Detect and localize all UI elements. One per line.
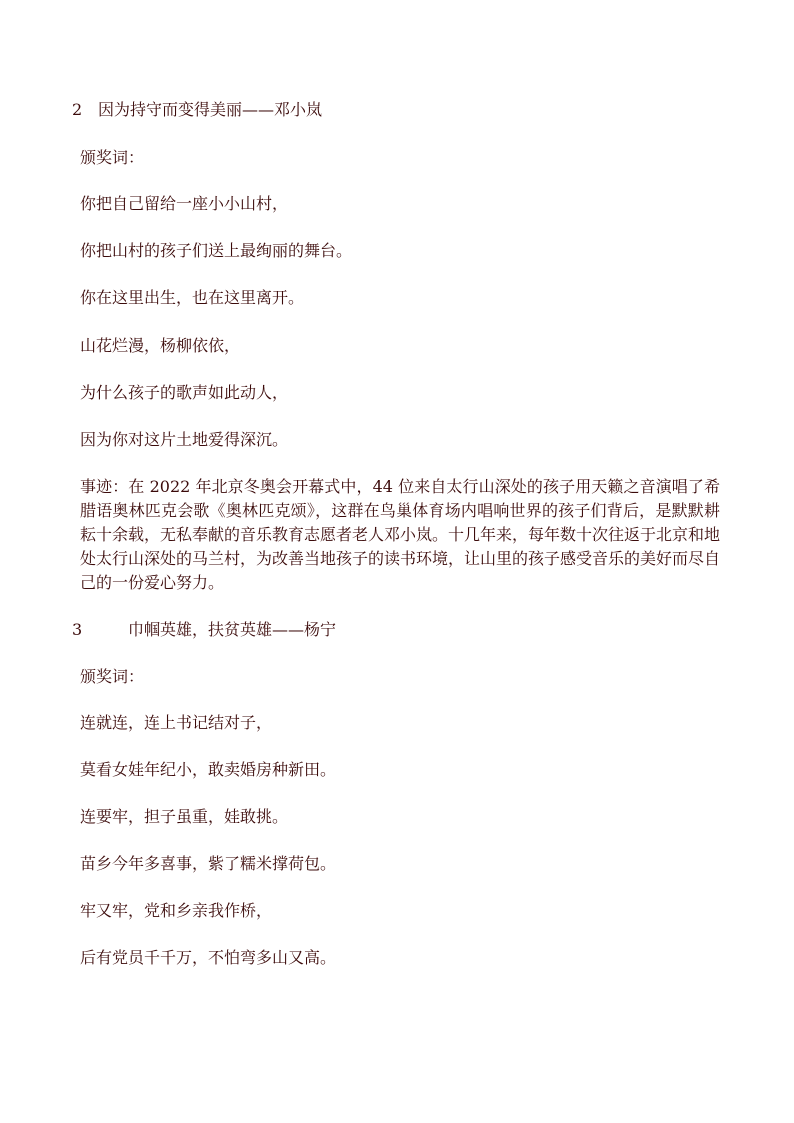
section-2-heading (72, 98, 322, 122)
section-2-line-3: 你在这里出生，也在这里离开。 (80, 288, 305, 307)
section-2-story: 事迹：在 2022 年北京冬奥会开幕式中，44 位来自太行山深处的孩子用天籁之音演唱了希腊语奥林匹克会歌《奥林匹克颂》，这群在鸟巢体育场内唱响世界的孩子们背后，是默默耕耘十余载，无私奉献的音乐教育志愿者老人邓小岚。十几年来，每年数十次往返于北京和地处太行山深处的马兰村，为改善当地孩子的读书环境，让山里的孩子感受音乐的美好而尽自己的一份爱心努力。 (80, 477, 721, 592)
section-2-line-4: 山花烂漫，杨柳依依， (80, 336, 241, 355)
section-2-number: 2 (72, 100, 83, 119)
section-3-heading (72, 618, 336, 642)
section-3-line-5: 牢又牢，党和乡亲我作桥， (80, 901, 273, 920)
section-2-line-1: 你把自己留给一座小小山村， (80, 194, 289, 213)
section-2-line-6: 因为你对这片土地爱得深沉。 (80, 430, 289, 449)
section-3-line-3: 连要牢，担子虽重，娃敢挑。 (80, 807, 289, 826)
section-2-line-2: 你把山村的孩子们送上最绚丽的舞台。 (80, 241, 353, 260)
section-3-line-4: 苗乡今年多喜事，紫了糯米撑荷包。 (80, 854, 337, 873)
section-3-line-1: 连就连，连上书记结对子， (80, 713, 273, 732)
section-3-line-2: 莫看女娃年纪小，敢卖婚房种新田。 (80, 760, 337, 779)
section-3-number: 3 (72, 620, 83, 639)
section-3-line-6: 后有党员千千万，不怕弯多山又高。 (80, 948, 337, 967)
section-2-line-5: 为什么孩子的歌声如此动人， (80, 383, 289, 402)
section-3-award-label: 颁奖词： (80, 667, 145, 686)
section-2-title: 因为持守而变得美丽——邓小岚 (98, 100, 323, 119)
section-2-award-label: 颁奖词： (80, 148, 145, 167)
section-3-title: 巾帼英雄，扶贫英雄——杨宁 (128, 620, 337, 639)
